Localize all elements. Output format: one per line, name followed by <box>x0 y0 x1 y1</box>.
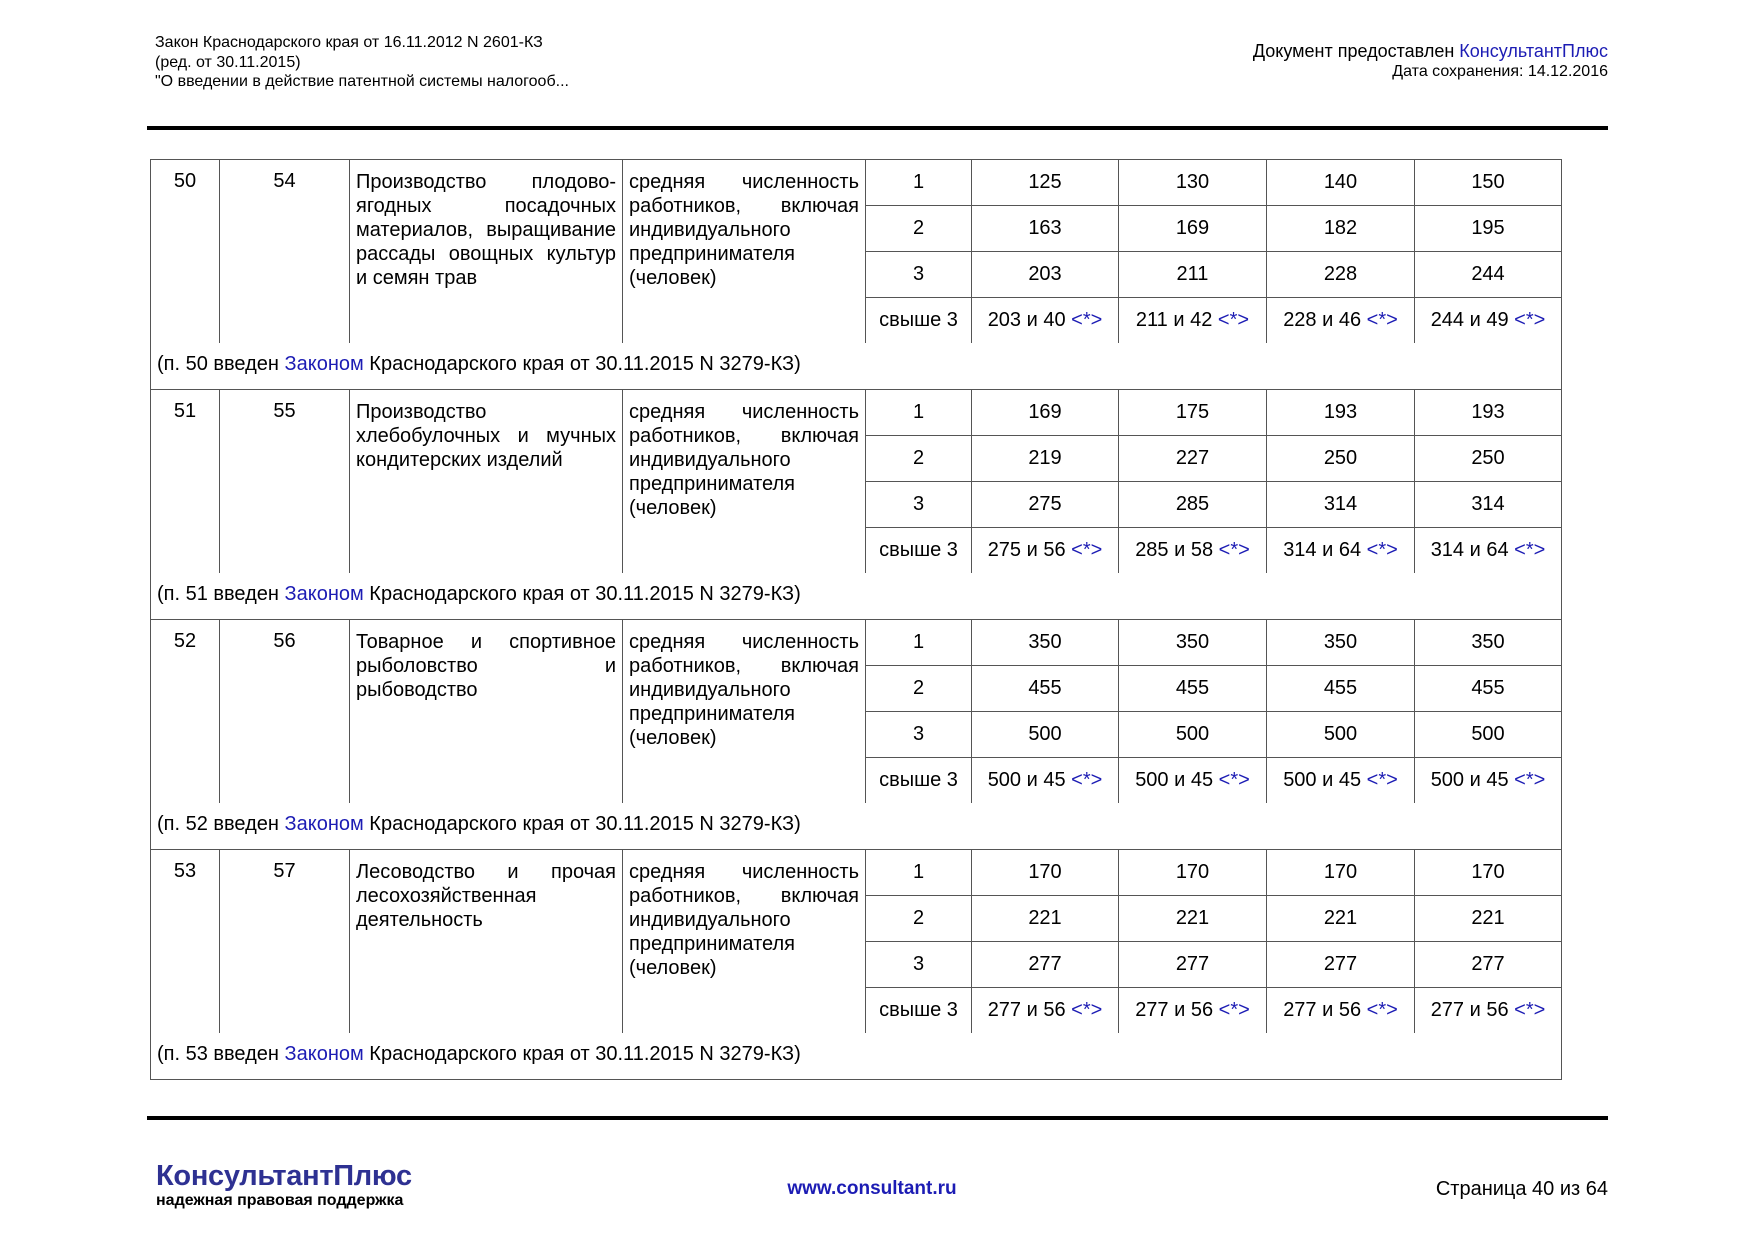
rate-value: 500 и 45 <*> <box>1415 758 1562 804</box>
rate-value: 170 <box>1267 850 1415 896</box>
rate-value: 275 <box>972 482 1119 528</box>
employee-count: 3 <box>866 252 972 298</box>
indicator: средняя численность работников, включая индивидуального предпринимателя (человек) <box>623 390 866 574</box>
footnote-link[interactable]: <*> <box>1366 309 1398 331</box>
rate-value: 350 <box>972 620 1119 666</box>
rate-value: 285 и 58 <*> <box>1119 528 1267 574</box>
rate-value: 169 <box>972 390 1119 436</box>
rate-value: 219 <box>972 436 1119 482</box>
footnote-link[interactable]: <*> <box>1218 999 1250 1021</box>
rate-value: 314 и 64 <*> <box>1267 528 1415 574</box>
header-line: (ред. от 30.11.2015) <box>155 53 301 71</box>
rate-value: 455 <box>972 666 1119 712</box>
rate-value: 500 и 45 <*> <box>1119 758 1267 804</box>
rate-value: 221 <box>972 896 1119 942</box>
rate-value: 228 <box>1267 252 1415 298</box>
rate-value: 203 <box>972 252 1119 298</box>
employee-count: 1 <box>866 850 972 896</box>
employee-count: 2 <box>866 436 972 482</box>
logo-brand: КонсультантПлюс <box>156 1160 412 1192</box>
rate-value: 182 <box>1267 206 1415 252</box>
activity-code: 57 <box>220 850 350 1034</box>
rate-value: 500 <box>1267 712 1415 758</box>
rate-value: 244 <box>1415 252 1562 298</box>
rate-value: 455 <box>1415 666 1562 712</box>
save-date: Дата сохранения: 14.12.2016 <box>1392 63 1608 80</box>
rate-value: 314 и 64 <*> <box>1415 528 1562 574</box>
footnote-link[interactable]: <*> <box>1071 999 1103 1021</box>
law-link[interactable]: Законом <box>284 583 364 605</box>
footnote-link[interactable]: <*> <box>1218 769 1250 791</box>
rate-value: 250 <box>1267 436 1415 482</box>
employee-count: 1 <box>866 160 972 206</box>
rate-value: 500 <box>1415 712 1562 758</box>
rate-value: 277 <box>972 942 1119 988</box>
rate-value: 130 <box>1119 160 1267 206</box>
row-number: 50 <box>151 160 220 344</box>
rate-value: 455 <box>1119 666 1267 712</box>
rate-value: 169 <box>1119 206 1267 252</box>
activity-name: Производство хлебобулочных и мучных кондитерских изделий <box>350 390 623 574</box>
rate-value: 350 <box>1415 620 1562 666</box>
indicator: средняя численность работников, включая индивидуального предпринимателя (человек) <box>623 160 866 344</box>
table-row <box>151 160 1562 206</box>
document-header-title <box>155 33 569 92</box>
footnote-link[interactable]: <*> <box>1514 309 1546 331</box>
footnote-link[interactable]: <*> <box>1218 539 1250 561</box>
rate-value: 277 <box>1119 942 1267 988</box>
page-number: Страница 40 из 64 <box>1435 1178 1608 1200</box>
footnote-link[interactable]: <*> <box>1071 539 1103 561</box>
rate-value: 500 и 45 <*> <box>1267 758 1415 804</box>
header-line: "О введении в действие патентной системы налогооб... <box>155 73 569 90</box>
rate-value: 455 <box>1267 666 1415 712</box>
rate-value: 500 <box>972 712 1119 758</box>
employee-count: свыше 3 <box>866 758 972 804</box>
rate-value: 314 <box>1415 482 1562 528</box>
employee-count: 3 <box>866 482 972 528</box>
rate-value: 500 <box>1119 712 1267 758</box>
amendment-note: (п. 52 введен Законом Краснодарского края от 30.11.2015 N 3279-КЗ) <box>151 803 1562 850</box>
rate-value: 277 и 56 <*> <box>1119 988 1267 1034</box>
footer-divider <box>147 1116 1608 1120</box>
rate-value: 314 <box>1267 482 1415 528</box>
footnote-link[interactable]: <*> <box>1514 539 1546 561</box>
table-row <box>151 850 1562 896</box>
employee-count: свыше 3 <box>866 528 972 574</box>
header-divider <box>147 126 1608 130</box>
header-line: Закон Краснодарского края от 16.11.2012 N 2601-КЗ <box>155 34 543 51</box>
employee-count: 3 <box>866 942 972 988</box>
document-header-meta <box>1253 41 1608 81</box>
rate-value: 211 <box>1119 252 1267 298</box>
logo-tagline: надежная правовая поддержка <box>156 1192 404 1209</box>
activity-code: 54 <box>220 160 350 344</box>
rate-value: 275 и 56 <*> <box>972 528 1119 574</box>
rate-value: 193 <box>1267 390 1415 436</box>
activity-code: 55 <box>220 390 350 574</box>
amendment-note: (п. 50 введен Законом Краснодарского края от 30.11.2015 N 3279-КЗ) <box>151 343 1562 390</box>
tax-rates-table <box>150 159 1562 1080</box>
rate-value: 500 и 45 <*> <box>972 758 1119 804</box>
website-link[interactable]: www.consultant.ru <box>787 1178 957 1199</box>
rate-value: 125 <box>972 160 1119 206</box>
employee-count: 1 <box>866 620 972 666</box>
footnote-link[interactable]: <*> <box>1217 309 1250 331</box>
rate-value: 285 <box>1119 482 1267 528</box>
amendment-note-row <box>151 1033 1562 1080</box>
indicator: средняя численность работников, включая индивидуального предпринимателя (человек) <box>623 850 866 1034</box>
rate-value: 150 <box>1415 160 1562 206</box>
footnote-link[interactable]: <*> <box>1071 309 1103 331</box>
footnote-link[interactable]: <*> <box>1366 999 1398 1021</box>
rate-value: 227 <box>1119 436 1267 482</box>
activity-name: Товарное и спортивное рыболовство и рыбоводство <box>350 620 623 804</box>
rate-value: 211 и 42 <*> <box>1119 298 1267 344</box>
rate-value: 195 <box>1415 206 1562 252</box>
activity-name: Производство плодово-ягодных посадочных материалов, выращивание рассады овощных культур и семян трав <box>350 160 623 344</box>
amendment-note-row <box>151 803 1562 850</box>
footnote-link[interactable]: <*> <box>1071 769 1103 791</box>
law-link[interactable]: Законом <box>284 1043 364 1065</box>
employee-count: 2 <box>866 206 972 252</box>
footnote-link[interactable]: <*> <box>1514 999 1546 1021</box>
rate-value: 221 <box>1267 896 1415 942</box>
employee-count: 3 <box>866 712 972 758</box>
indicator: средняя численность работников, включая индивидуального предпринимателя (человек) <box>623 620 866 804</box>
footnote-link[interactable]: <*> <box>1514 769 1546 791</box>
rate-value: 203 и 40 <*> <box>972 298 1119 344</box>
rate-value: 140 <box>1267 160 1415 206</box>
table-row <box>151 390 1562 436</box>
activity-name: Лесоводство и прочая лесохозяйственная деятельность <box>350 850 623 1034</box>
rate-value: 277 и 56 <*> <box>1267 988 1415 1034</box>
rate-value: 170 <box>1415 850 1562 896</box>
employee-count: 2 <box>866 666 972 712</box>
row-number: 53 <box>151 850 220 1034</box>
rate-value: 193 <box>1415 390 1562 436</box>
rate-value: 277 и 56 <*> <box>1415 988 1562 1034</box>
rate-value: 221 <box>1415 896 1562 942</box>
employee-count: 1 <box>866 390 972 436</box>
rate-value: 277 <box>1267 942 1415 988</box>
footnote-link[interactable]: <*> <box>1366 769 1398 791</box>
rate-value: 277 и 56 <*> <box>972 988 1119 1034</box>
row-number: 52 <box>151 620 220 804</box>
rate-value: 163 <box>972 206 1119 252</box>
amendment-note: (п. 51 введен Законом Краснодарского края от 30.11.2015 N 3279-КЗ) <box>151 573 1562 620</box>
consultant-brand-link[interactable]: КонсультантПлюс <box>1459 41 1608 61</box>
rate-value: 175 <box>1119 390 1267 436</box>
employee-count: 2 <box>866 896 972 942</box>
rate-value: 170 <box>972 850 1119 896</box>
rate-value: 277 <box>1415 942 1562 988</box>
rate-value: 350 <box>1119 620 1267 666</box>
table-row <box>151 620 1562 666</box>
amendment-note: (п. 53 введен Законом Краснодарского края от 30.11.2015 N 3279-КЗ) <box>151 1033 1562 1080</box>
rate-value: 228 и 46 <*> <box>1267 298 1415 344</box>
law-link[interactable]: Законом <box>284 813 364 835</box>
footnote-link[interactable]: <*> <box>1366 539 1398 561</box>
employee-count: свыше 3 <box>866 988 972 1034</box>
rate-value: 221 <box>1119 896 1267 942</box>
provided-by-label: Документ предоставлен <box>1252 41 1460 61</box>
amendment-note-row <box>151 343 1562 390</box>
rate-value: 350 <box>1267 620 1415 666</box>
law-link[interactable]: Законом <box>284 353 364 375</box>
employee-count: свыше 3 <box>866 298 972 344</box>
rate-value: 170 <box>1119 850 1267 896</box>
rate-value: 250 <box>1415 436 1562 482</box>
row-number: 51 <box>151 390 220 574</box>
activity-code: 56 <box>220 620 350 804</box>
amendment-note-row <box>151 573 1562 620</box>
rate-value: 244 и 49 <*> <box>1415 298 1562 344</box>
